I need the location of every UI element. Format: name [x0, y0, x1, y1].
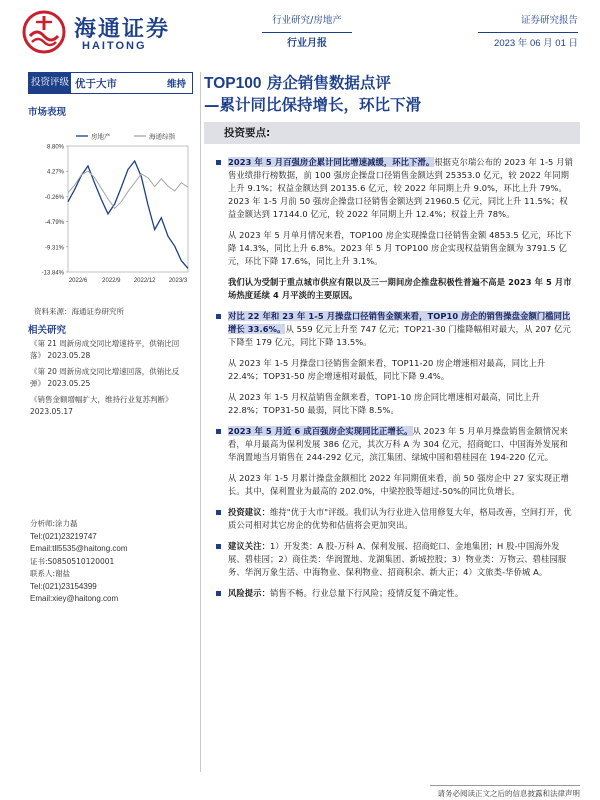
bullet-paragraph [214, 425, 576, 464]
advice-text: 维持"优于大市"评级。我们认为行业进入信用修复大年，格局改善，空间打开，优质公司相对其它房企的优势和估值将会更加突出。 [228, 507, 572, 530]
y-tick-label: -0.26% [44, 194, 64, 201]
related-item[interactable] [30, 338, 190, 362]
related-item-date: 2023.05.28 [47, 351, 91, 360]
x-tick-label: 2022/9 [102, 278, 121, 284]
analyst-contacts [30, 518, 190, 606]
title-en: TOP100 [204, 75, 262, 92]
key-points-body [214, 156, 576, 600]
report-date: 2023 年 06 月 01 日 [494, 38, 578, 49]
risk-text: 销售不畅。行业总量下行风险；疫情反复不确定性。 [270, 588, 464, 598]
series-line-real-estate [68, 161, 188, 268]
rating-value: 优于大市 [75, 77, 118, 90]
column-divider [200, 72, 201, 772]
legend-label: 房地产 [91, 132, 111, 141]
related-item-date: 2023.05.17 [30, 407, 73, 416]
paragraph-text: 从 559 亿元上升至 747 亿元；TOP21-30 门槛降幅相对最大，从 207 亿元下降至 179 亿元，同比下降 13.5%。 [228, 324, 571, 347]
paragraph-lead: 对比 22 年和 23 年 1-5 月操盘口径销售金额来看，TOP10 房企的销售操盘金额门槛同比增长 33.6%。 [228, 311, 571, 334]
title-cn: 房企销售数据点评 [261, 74, 391, 92]
footer-disclaimer[interactable]: 请务必阅读正文之后的信息披露和法律声明 [437, 789, 580, 798]
report-title-line2: —累计同比保持增长，环比下滑 [204, 96, 422, 114]
analyst-name: 分析师:涂力磊 [30, 519, 78, 528]
report-title-line1 [204, 72, 391, 95]
header-divider-right [478, 32, 578, 33]
market-performance-title: 市场表现 [28, 107, 67, 118]
logo-english-name: HAITONG [82, 40, 147, 52]
y-tick-label: -9.31% [44, 245, 64, 252]
y-tick-label: 4.27% [46, 169, 64, 176]
related-item-date: 2023.05.25 [47, 379, 91, 388]
rating-label: 投资评级 [29, 73, 71, 93]
paragraph-text: 从 2023 年 5 月单月操盘销售金额情况来看，单月最高为保利发展 386 亿元，其次万科 A 为 304 亿元，招商蛇口、中国海外发展和华润置地当月销售在 244-292 亿元，滨江集团、绿城中国和碧桂园在 194-220 亿元。 [228, 426, 568, 462]
investment-advice [214, 506, 576, 532]
x-tick-label: 2023/3 [168, 278, 188, 284]
paragraph: 从 2023 年 5 月单月情况来看，TOP100 房企实现操盘口径销售金额 4853.5 亿元，环比下降 14.3%，同比上升 6.8%。2023 年 5 月 TOP100 房企实现权益销售金额为 3791.5 亿元，环比下降 17.6%，同比上升 3.1%。 [228, 230, 572, 266]
paragraph-lead: 2023 年 5 月近 6 成百强房企实现同比正增长。 [228, 426, 413, 436]
chart-source: 资料来源：海通证券研究所 [34, 307, 124, 316]
related-research-title: 相关研究 [28, 325, 67, 336]
logo-chinese-name: 海通证券 [74, 16, 171, 42]
footer-divider [430, 785, 580, 786]
paragraph: 从 2023 年 1-5 月操盘口径销售金额来看，TOP11-20 房企增速相对最高，同比上升 22.4%；TOP31-50 房企增速相对最低，同比下降 9.4%。 [228, 358, 546, 381]
company-logo [22, 10, 222, 56]
header-divider [262, 32, 352, 33]
left-sidebar [28, 72, 193, 772]
paragraph-lead: 2023 年 5 月百强房企累计同比增速减缓，环比下滑。 [228, 157, 435, 167]
report-type: 行业月报 [287, 38, 327, 49]
investment-rating-box [28, 72, 193, 94]
paragraph: 从 2023 年 1-5 月权益销售金额来看，TOP1-10 房企同比增速相对最高，同比上升 22.8%；TOP31-50 最弱，同比下降 8.5%。 [228, 392, 540, 415]
analyst-tel: Tel:(021)23219747 [30, 531, 97, 541]
advice-lead: 投资建议： [228, 507, 270, 517]
risk-warning [214, 587, 576, 600]
contact-tel: Tel:(021)23154399 [30, 581, 97, 591]
y-tick-label: -13.84% [41, 270, 64, 277]
x-tick-label: 2022/6 [68, 278, 88, 284]
key-points-title: 投资要点: [224, 127, 271, 139]
y-tick-label: -4.79% [44, 220, 64, 227]
report-brand-block [478, 14, 578, 51]
series-line-haitong-index [68, 171, 188, 208]
analyst-email[interactable]: Email:tll5535@haitong.com [30, 544, 128, 553]
report-header [0, 0, 600, 62]
market-performance-chart [28, 124, 193, 296]
related-item-title: 《第 21 周新房成交同比增速持平，供销比回落》 [30, 339, 180, 360]
analyst-cert: 证书:S0850510120001 [30, 556, 115, 566]
haitong-emblem-icon [22, 10, 66, 54]
related-item[interactable] [30, 394, 190, 418]
rating-keep: 维持 [166, 79, 186, 90]
recommended-stocks [214, 540, 576, 579]
related-item[interactable] [30, 366, 190, 390]
report-brand: 证券研究报告 [520, 15, 578, 26]
report-category-block [262, 14, 352, 51]
contact-name: 联系人:谢盐 [30, 569, 71, 578]
related-item-title: 《销售金额增幅扩大，维持行业复苏判断》 [30, 395, 173, 404]
contact-email[interactable]: Email:xiey@haitong.com [30, 594, 119, 603]
paragraph-text: 根据克尔瑞公布的 2023 年 1-5 月销售业绩排行榜数据，前 100 强房企操盘口径销售金额达到 25353.0 亿元，较 2022 年同期上升 9.1%；权益金额达到 20135.6 亿元，较 2022 年同期上升 9.0%，环比上升 79%。2023 年 1-5 月前 50 强房企操盘口径销售金额达到 21960.5 亿元，同比上升 11.5%；权益金额达到 17144.0 亿元，较 2022 年同期上升 12.4%；权益上升 78%。 [228, 157, 573, 219]
paragraph: 从 2023 年 1-5 月累计操盘金额相比 2022 年同期值来看，前 50 强房企中 27 家实现正增长。其中，保利置业为最高的 202.0%，中梁控股等超过-50%的同比负增长。 [228, 473, 569, 496]
key-points-header [204, 122, 580, 144]
report-category: 行业研究/房地产 [272, 15, 342, 26]
stocks-lead: 建议关注： [228, 541, 270, 551]
x-tick-label: 2022/12 [133, 278, 156, 284]
bullet-paragraph [214, 310, 576, 349]
chart-frame [68, 146, 188, 272]
related-research-list [30, 338, 190, 422]
risk-lead: 风险提示： [228, 588, 270, 598]
y-tick-label: 8.80% [46, 144, 64, 151]
paragraph-emphasis: 我们认为受制于重点城市供应有限以及三一期间房企推盘积极性普遍不高是 2023 年 5 月市场热度延续 4 月平淡的主要原因。 [228, 277, 572, 300]
stocks-text: 1）开发类：A 股-万科 A、保利发展、招商蛇口、金地集团；H 股-中国海外发展、碧桂园；2）商住类：华润置地、龙湖集团、新城控股；3）物业类：万物云、碧桂园服务、华润万象生活、中海物业、保利物业、招商积余、新大正；4）文旅类-华侨城 A。 [228, 541, 567, 577]
legend-label: 海通综指 [149, 132, 175, 141]
related-item-title: 《第 20 周新房成交同比增速回落，供销比反弹》 [30, 367, 180, 388]
bullet-paragraph [214, 156, 576, 221]
